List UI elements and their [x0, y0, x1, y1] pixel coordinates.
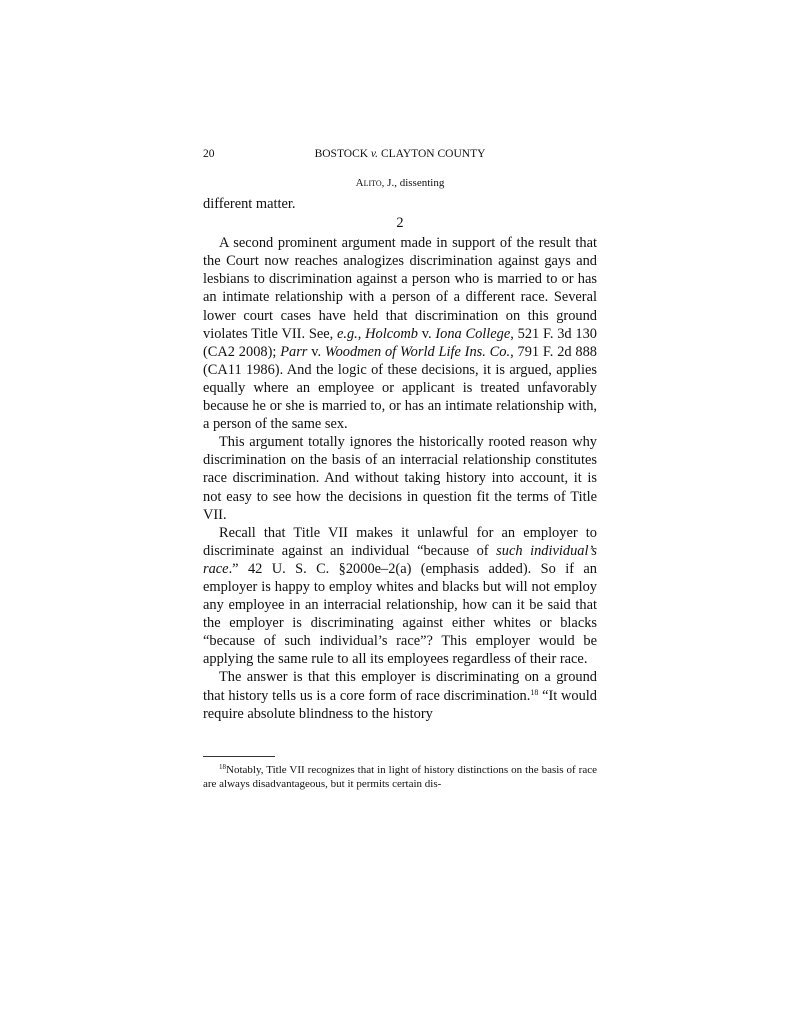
footnote	[203, 763, 597, 791]
case-citation: Iona College	[435, 325, 511, 342]
case-party-1: BOSTOCK	[314, 148, 369, 160]
case-versus: v.	[370, 148, 379, 160]
case-citation: Woodmen of World Life Ins. Co.	[324, 343, 511, 360]
page-number: 20	[203, 148, 215, 160]
paragraph-2: This argument totally ignores the historically rooted reason why discrimination on the basis of an interracial relationship constitutes race discrimination. And without taking history into account, it is not easy to see how the decisions in question fit the terms of Title VII.	[203, 434, 597, 523]
carryover-text: different matter.	[203, 196, 296, 212]
opinion-page	[203, 148, 597, 791]
opinion-type: , J., dissenting	[381, 177, 445, 189]
running-head	[203, 148, 597, 166]
paragraph-1: A second prominent argument made in support of the result that the Court now reaches analogizes discrimination against gays and lesbians to discrimination against a person who is married to or has an intimate relationship with a person of a different race. Several lower court cases have held that discrimination on this ground violates Title VII. See, e.g., Holcomb v. Iona College, 521 F. 3d 130 (CA2 2008); Parr v. Woodmen of World Life Ins. Co., 791 F. 2d 888 (CA11 1986). And the logic of these decisions, it is argued, applies equally where an employee or applicant is treated unfavorably because he or she is married to, or has an intimate relationship with, a person of the same sex.	[203, 235, 597, 433]
opinion-body	[203, 195, 597, 723]
case-title	[203, 148, 597, 160]
emphasis-text: such individual’s race	[203, 542, 597, 577]
section-number: 2	[396, 215, 404, 232]
footnote-number: 18	[219, 762, 226, 771]
footnote-text: Notably, Title VII recognizes that in light of history distinctions on the basis of race are always disadvantageous, but it permits certain dis-	[203, 763, 597, 790]
paragraph-4: The answer is that this employer is discriminating on a ground that history tells us is a core form of race discrimination.$^{18}$ “It would require absolute blindness to the history	[203, 669, 598, 722]
case-citation: Holcomb	[365, 325, 418, 342]
footnote-divider	[203, 756, 275, 757]
case-party-2: CLAYTON COUNTY	[380, 148, 486, 160]
justice-name: Alito	[355, 177, 382, 189]
opinion-subhead	[203, 177, 597, 193]
case-citation: Parr	[280, 343, 308, 360]
paragraph-3: Recall that Title VII makes it unlawful for an employer to discriminate against an individual “because of such individual’s race.” 42 U. S. C. §2000e–2(a) (emphasis added). So if an employer is happy to employ whites and blacks but will not employ any employee in an interracial relationship, how can it be said that the employer is discriminating against either whites or blacks “because of such individual’s race”? This employer would be applying the same rule to all its employees regardless of their race.	[203, 524, 597, 668]
footnote-reference[interactable]: 18	[530, 687, 539, 697]
